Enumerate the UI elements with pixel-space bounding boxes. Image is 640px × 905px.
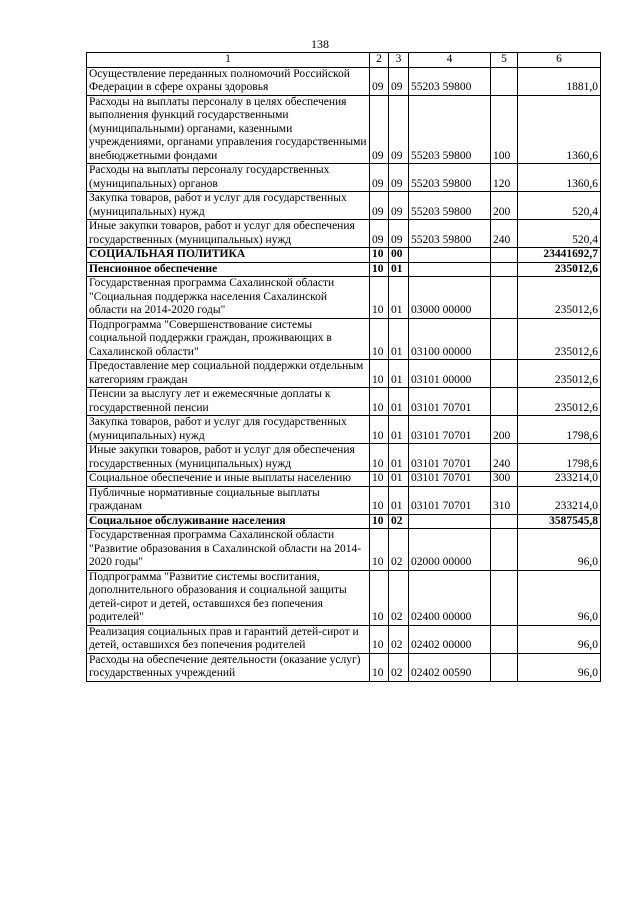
- row-name-cell: Социальное обслуживание населения: [87, 514, 370, 529]
- row-subsection-cell: 09: [389, 164, 409, 192]
- row-expense-type-cell: [491, 318, 518, 360]
- row-expense-type-cell: 120: [491, 164, 518, 192]
- row-subsection-cell: 01: [389, 416, 409, 444]
- row-target-article-cell: 03101 70701: [409, 388, 491, 416]
- row-subsection-cell: 02: [389, 514, 409, 529]
- table-row: [87, 570, 601, 625]
- row-amount-cell: 235012,6: [518, 388, 601, 416]
- row-name-cell: Реализация социальных прав и гарантий детей-сирот и детей, оставшихся без попечения родителей: [87, 625, 370, 653]
- row-subsection-cell: 02: [389, 529, 409, 571]
- row-target-article-cell: 03100 00000: [409, 318, 491, 360]
- row-name-cell: СОЦИАЛЬНАЯ ПОЛИТИКА: [87, 248, 370, 263]
- row-subsection-cell: 01: [389, 472, 409, 487]
- row-subsection-cell: 09: [389, 220, 409, 248]
- row-subsection-cell: 09: [389, 192, 409, 220]
- header-cell: 3: [389, 53, 409, 68]
- row-target-article-cell: 02402 00000: [409, 625, 491, 653]
- budget-table: [86, 52, 601, 682]
- row-amount-cell: 235012,6: [518, 360, 601, 388]
- row-section-cell: 10: [370, 529, 389, 571]
- row-amount-cell: 235012,6: [518, 318, 601, 360]
- table-row: [87, 472, 601, 487]
- row-section-cell: 09: [370, 164, 389, 192]
- row-section-cell: 10: [370, 388, 389, 416]
- table-row: [87, 653, 601, 681]
- row-subsection-cell: 09: [389, 95, 409, 164]
- row-amount-cell: 235012,6: [518, 262, 601, 277]
- row-target-article-cell: [409, 248, 491, 263]
- row-name-cell: Подпрограмма "Совершенствование системы социальной поддержки граждан, проживающих в Сахалинской области": [87, 318, 370, 360]
- row-subsection-cell: 02: [389, 653, 409, 681]
- row-section-cell: 09: [370, 220, 389, 248]
- header-cell: 2: [370, 53, 389, 68]
- row-subsection-cell: 01: [389, 486, 409, 514]
- table-row: [87, 248, 601, 263]
- table-row: [87, 262, 601, 277]
- row-amount-cell: 96,0: [518, 570, 601, 625]
- table-row: [87, 625, 601, 653]
- table-row: [87, 192, 601, 220]
- row-expense-type-cell: [491, 653, 518, 681]
- table-row: [87, 416, 601, 444]
- table-row: [87, 514, 601, 529]
- row-amount-cell: 233214,0: [518, 486, 601, 514]
- row-target-article-cell: [409, 514, 491, 529]
- row-section-cell: 10: [370, 444, 389, 472]
- row-section-cell: 10: [370, 277, 389, 319]
- table-row: [87, 95, 601, 164]
- row-target-article-cell: 02400 00000: [409, 570, 491, 625]
- row-subsection-cell: 01: [389, 262, 409, 277]
- row-amount-cell: 23441692,7: [518, 248, 601, 263]
- row-amount-cell: 1798,6: [518, 416, 601, 444]
- table-header-row: [87, 53, 601, 68]
- row-subsection-cell: 01: [389, 444, 409, 472]
- row-name-cell: Иные закупки товаров, работ и услуг для обеспечения государственных (муниципальных) нужд: [87, 444, 370, 472]
- row-subsection-cell: 01: [389, 277, 409, 319]
- scan-noise: [20, 880, 620, 894]
- row-name-cell: Расходы на выплаты персоналу государственных (муниципальных) органов: [87, 164, 370, 192]
- row-section-cell: 10: [370, 653, 389, 681]
- page-number: 138: [311, 37, 329, 51]
- row-expense-type-cell: [491, 570, 518, 625]
- row-expense-type-cell: 300: [491, 472, 518, 487]
- row-section-cell: 09: [370, 95, 389, 164]
- row-target-article-cell: 03101 70701: [409, 416, 491, 444]
- row-expense-type-cell: [491, 67, 518, 95]
- row-expense-type-cell: [491, 388, 518, 416]
- table-row: [87, 67, 601, 95]
- row-section-cell: 10: [370, 472, 389, 487]
- row-expense-type-cell: [491, 248, 518, 263]
- row-target-article-cell: 03101 70701: [409, 486, 491, 514]
- row-target-article-cell: [409, 262, 491, 277]
- row-subsection-cell: 02: [389, 570, 409, 625]
- row-amount-cell: 96,0: [518, 529, 601, 571]
- row-expense-type-cell: 100: [491, 95, 518, 164]
- row-target-article-cell: 03000 00000: [409, 277, 491, 319]
- row-name-cell: Расходы на выплаты персоналу в целях обеспечения выполнения функций государственными (муниципальными) органами, казенными учреждениями, органами управления государственными внебюджетными фондами: [87, 95, 370, 164]
- row-subsection-cell: 02: [389, 625, 409, 653]
- row-target-article-cell: 03101 00000: [409, 360, 491, 388]
- row-amount-cell: 520,4: [518, 192, 601, 220]
- header-cell: 4: [409, 53, 491, 68]
- table-row: [87, 220, 601, 248]
- table-row: [87, 277, 601, 319]
- row-amount-cell: 1360,6: [518, 95, 601, 164]
- row-name-cell: Подпрограмма "Развитие системы воспитания, дополнительного образования и социальной защиты детей-сирот и детей, оставшихся без попечения родителей": [87, 570, 370, 625]
- row-target-article-cell: 03101 70701: [409, 444, 491, 472]
- row-subsection-cell: 00: [389, 248, 409, 263]
- row-name-cell: Публичные нормативные социальные выплаты гражданам: [87, 486, 370, 514]
- table-row: [87, 529, 601, 571]
- row-name-cell: Закупка товаров, работ и услуг для государственных (муниципальных) нужд: [87, 416, 370, 444]
- row-name-cell: Социальное обеспечение и иные выплаты населению: [87, 472, 370, 487]
- row-amount-cell: 96,0: [518, 653, 601, 681]
- row-section-cell: 10: [370, 486, 389, 514]
- row-subsection-cell: 09: [389, 67, 409, 95]
- table-row: [87, 388, 601, 416]
- row-section-cell: 09: [370, 192, 389, 220]
- row-section-cell: 10: [370, 570, 389, 625]
- row-name-cell: Расходы на обеспечение деятельности (оказание услуг) государственных учреждений: [87, 653, 370, 681]
- row-expense-type-cell: [491, 529, 518, 571]
- table-row: [87, 318, 601, 360]
- row-amount-cell: 235012,6: [518, 277, 601, 319]
- header-cell: 1: [87, 53, 370, 68]
- row-expense-type-cell: 200: [491, 416, 518, 444]
- row-expense-type-cell: 240: [491, 444, 518, 472]
- row-amount-cell: 3587545,8: [518, 514, 601, 529]
- row-expense-type-cell: [491, 262, 518, 277]
- row-section-cell: 10: [370, 262, 389, 277]
- table-row: [87, 164, 601, 192]
- row-expense-type-cell: 240: [491, 220, 518, 248]
- row-amount-cell: 233214,0: [518, 472, 601, 487]
- header-cell: 5: [491, 53, 518, 68]
- table-row: [87, 486, 601, 514]
- row-section-cell: 10: [370, 514, 389, 529]
- row-expense-type-cell: [491, 277, 518, 319]
- row-expense-type-cell: [491, 360, 518, 388]
- header-cell: 6: [518, 53, 601, 68]
- row-name-cell: Предоставление мер социальной поддержки отдельным категориям граждан: [87, 360, 370, 388]
- row-section-cell: 09: [370, 67, 389, 95]
- row-target-article-cell: 55203 59800: [409, 67, 491, 95]
- row-expense-type-cell: 310: [491, 486, 518, 514]
- row-section-cell: 10: [370, 318, 389, 360]
- row-target-article-cell: 55203 59800: [409, 192, 491, 220]
- table-row: [87, 444, 601, 472]
- row-name-cell: Иные закупки товаров, работ и услуг для обеспечения государственных (муниципальных) нужд: [87, 220, 370, 248]
- row-expense-type-cell: [491, 625, 518, 653]
- row-subsection-cell: 01: [389, 388, 409, 416]
- row-section-cell: 10: [370, 416, 389, 444]
- row-target-article-cell: 55203 59800: [409, 220, 491, 248]
- row-name-cell: Закупка товаров, работ и услуг для государственных (муниципальных) нужд: [87, 192, 370, 220]
- row-amount-cell: 1798,6: [518, 444, 601, 472]
- row-section-cell: 10: [370, 248, 389, 263]
- row-name-cell: Государственная программа Сахалинской области "Развитие образования в Сахалинской области на 2014-2020 годы": [87, 529, 370, 571]
- row-target-article-cell: 03101 70701: [409, 472, 491, 487]
- row-target-article-cell: 02000 00000: [409, 529, 491, 571]
- row-amount-cell: 1360,6: [518, 164, 601, 192]
- table-row: [87, 360, 601, 388]
- row-subsection-cell: 01: [389, 360, 409, 388]
- row-name-cell: Пенсии за выслугу лет и ежемесячные доплаты к государственной пенсии: [87, 388, 370, 416]
- row-name-cell: Государственная программа Сахалинской области "Социальная поддержка населения Сахалинской области на 2014-2020 годы": [87, 277, 370, 319]
- row-amount-cell: 1881,0: [518, 67, 601, 95]
- row-expense-type-cell: [491, 514, 518, 529]
- row-target-article-cell: 55203 59800: [409, 164, 491, 192]
- row-amount-cell: 520,4: [518, 220, 601, 248]
- row-section-cell: 10: [370, 625, 389, 653]
- row-name-cell: Осуществление переданных полномочий Российской Федерации в сфере охраны здоровья: [87, 67, 370, 95]
- row-section-cell: 10: [370, 360, 389, 388]
- row-subsection-cell: 01: [389, 318, 409, 360]
- row-amount-cell: 96,0: [518, 625, 601, 653]
- row-target-article-cell: 02402 00590: [409, 653, 491, 681]
- row-target-article-cell: 55203 59800: [409, 95, 491, 164]
- row-name-cell: Пенсионное обеспечение: [87, 262, 370, 277]
- row-expense-type-cell: 200: [491, 192, 518, 220]
